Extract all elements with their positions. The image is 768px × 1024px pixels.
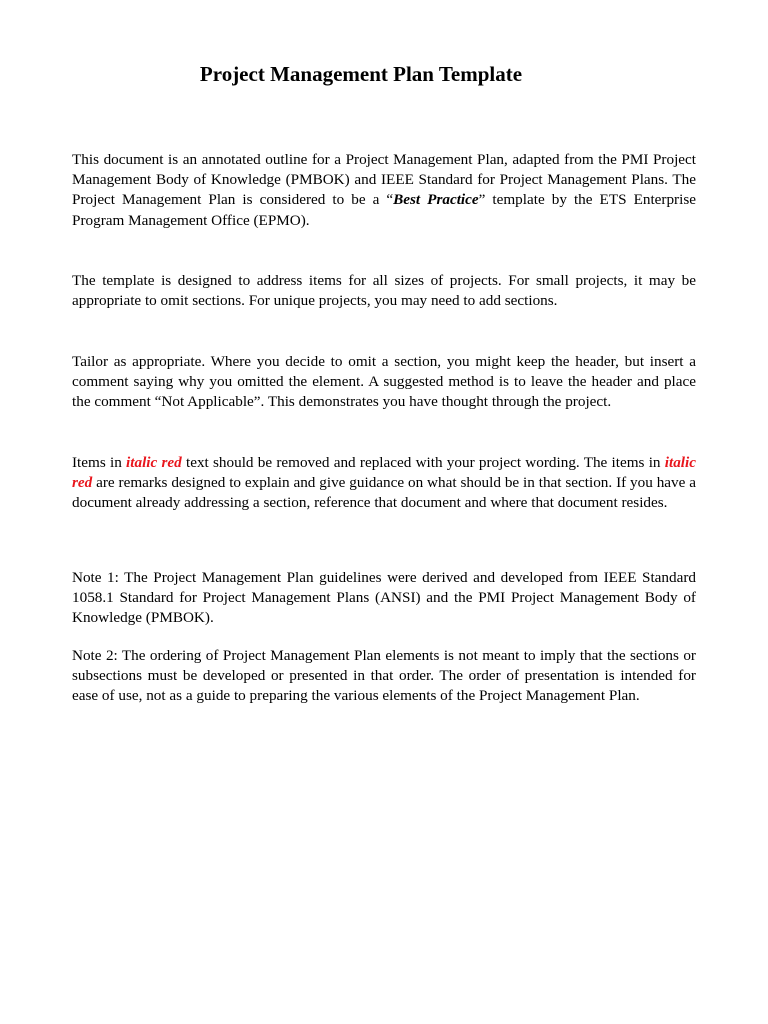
- document-title: Project Management Plan Template: [199, 62, 523, 86]
- italic-red-label-1: italic red: [126, 454, 182, 471]
- template-scope-paragraph: The template is designed to address items for all sizes of projects. For small projects, it may be appropriate to omit sections. For unique projects, you may need to add sections.: [72, 272, 696, 310]
- tailoring-paragraph: Tailor as appropriate. Where you decide to omit a section, you might keep the header, but insert a comment saying why you omitted the element. A suggested method is to leave the header and place the comment “Not Applicable”. This demonstrates you have thought through the project.: [72, 353, 696, 411]
- intro-paragraph: [72, 150, 696, 231]
- note-2-paragraph: Note 2: The ordering of Project Management Plan elements is not meant to imply that the sections or subsections must be developed or presented in that order. The order of presentation is intended for ease of use, not as a guide to preparing the various elements of the Project Management Plan.: [72, 647, 696, 705]
- italic-red-label-2: italic red: [72, 454, 696, 492]
- best-practice-emphasis: Best Practice: [393, 191, 479, 209]
- intro-text-before: This document is an annotated outline for a Project Management Plan, adapted from the PMI Project Management Body of Knowledge (PMBOK) and IEEE Standard for Project Management Plans. The Project Management Plan is considered to be a “: [72, 151, 696, 209]
- intro-text-after: ” template by the ETS Enterprise Program Management Office (EPMO).: [72, 191, 696, 229]
- guidance-text-part2: text should be removed and replaced with your project wording. The items in: [181, 454, 665, 471]
- guidance-text-part1: Items in: [72, 454, 127, 471]
- guidance-text-part3: are remarks designed to explain and give guidance on what should be in that section. If you have a document already addressing a section, reference that document and where that document resides.: [72, 474, 696, 512]
- note-1-paragraph: Note 1: The Project Management Plan guidelines were derived and developed from IEEE Standard 1058.1 Standard for Project Management Plans (ANSI) and the PMI Project Management Body of Knowledge (PMBOK).: [72, 569, 696, 627]
- italic-red-guidance-paragraph: [72, 453, 696, 514]
